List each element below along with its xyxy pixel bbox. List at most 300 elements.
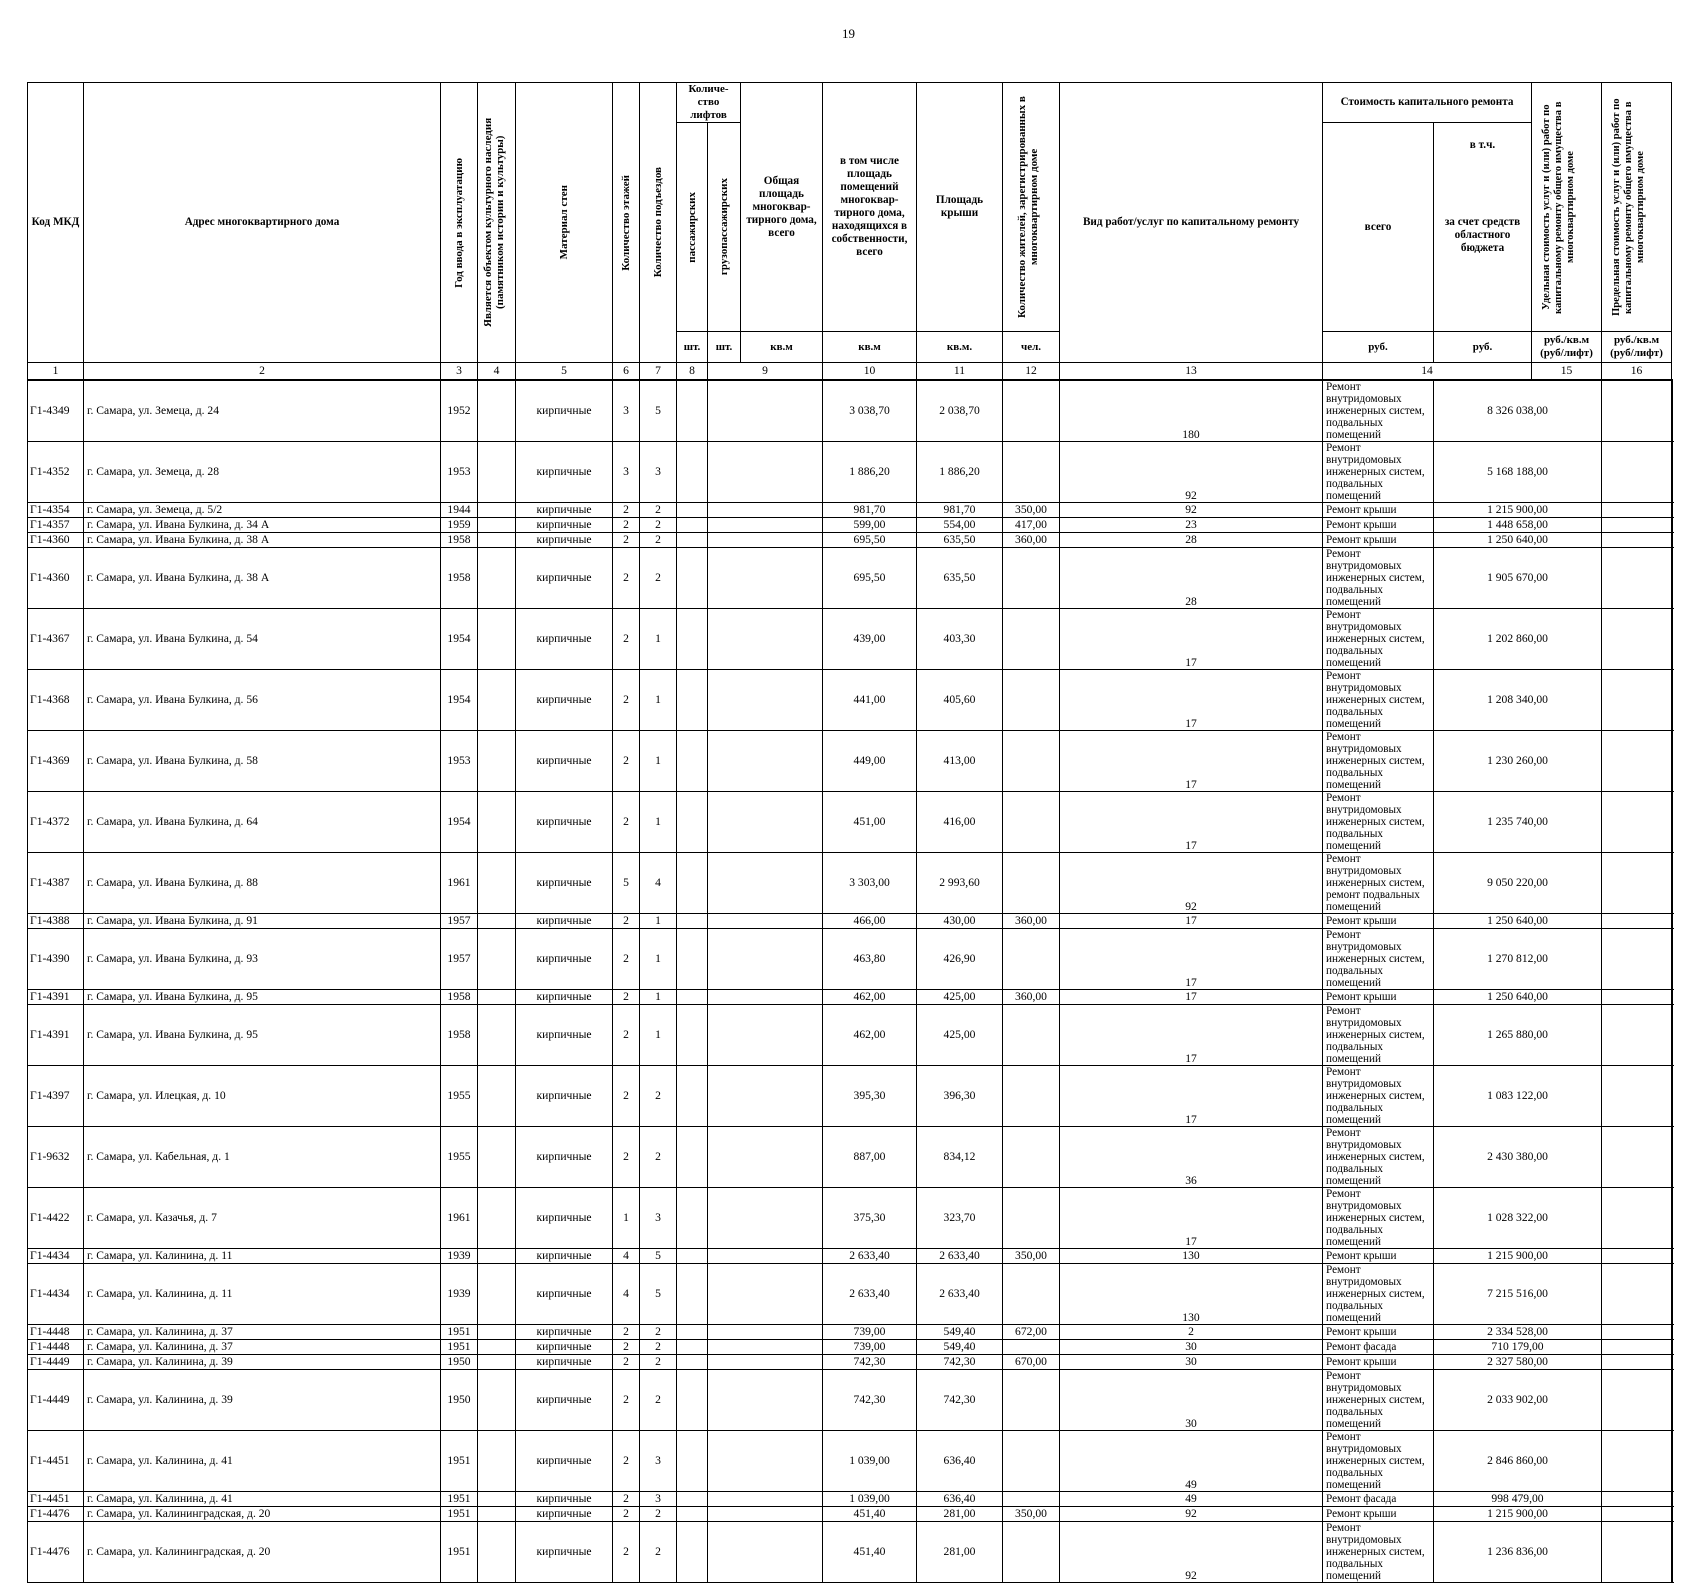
table-row xyxy=(28,1127,1673,1188)
cell-cost-regional xyxy=(1602,1492,1672,1507)
cell-work-type: Ремонт внутридомовых инженерных систем, подвальных помещений xyxy=(1323,1522,1434,1583)
cell-cost-regional xyxy=(1602,518,1672,533)
cell-wall: кирпичные xyxy=(516,1066,613,1127)
cell-work-type: Ремонт внутридомовых инженерных систем, ремонт подвальных помещений xyxy=(1323,853,1434,914)
cell-lifts-freight xyxy=(708,1005,823,1066)
cell-work-type: Ремонт внутридомовых инженерных систем, подвальных помещений xyxy=(1323,929,1434,990)
cell-floors: 4 xyxy=(613,1249,640,1264)
header-address: Адрес многоквартирного дома xyxy=(84,83,441,363)
cell-lifts-passenger xyxy=(677,1325,708,1340)
cell-cost-regional xyxy=(1602,609,1672,670)
cell-lifts-passenger xyxy=(677,1127,708,1188)
cell-lifts-passenger xyxy=(677,1066,708,1127)
cell-total-area: 462,00 xyxy=(823,1005,917,1066)
cell-code: Г1-4368 xyxy=(28,670,84,731)
cell-code: Г1-4372 xyxy=(28,792,84,853)
cell-entrances: 2 xyxy=(640,548,677,609)
cell-heritage xyxy=(478,442,516,503)
cell-work-type: Ремонт внутридомовых инженерных систем, подвальных помещений xyxy=(1323,1431,1434,1492)
cell-total-area: 3 038,70 xyxy=(823,380,917,442)
cell-address: г. Самара, ул. Калининградская, д. 20 xyxy=(84,1522,441,1583)
cell-entrances: 1 xyxy=(640,792,677,853)
cell-wall: кирпичные xyxy=(516,1340,613,1355)
cell-entrances: 5 xyxy=(640,1264,677,1325)
cell-cost-regional xyxy=(1602,1522,1672,1583)
cell-owned-area: 403,30 xyxy=(917,609,1003,670)
cell-total-area: 451,40 xyxy=(823,1507,917,1522)
cell-floors: 2 xyxy=(613,1355,640,1370)
cell-code: Г1-4367 xyxy=(28,609,84,670)
col-num: 10 xyxy=(823,363,917,381)
cell-max-cost xyxy=(1672,1127,1673,1188)
cell-residents: 92 xyxy=(1060,1507,1323,1522)
cell-floors: 2 xyxy=(613,533,640,548)
cell-residents: 17 xyxy=(1060,914,1323,929)
cell-cost-total: 1 235 740,00 xyxy=(1434,792,1602,853)
cell-cost-total: 1 905 670,00 xyxy=(1434,548,1602,609)
cell-entrances: 3 xyxy=(640,1492,677,1507)
cell-lifts-passenger xyxy=(677,518,708,533)
cell-heritage xyxy=(478,792,516,853)
cell-code: Г1-4349 xyxy=(28,380,84,442)
cell-work-type: Ремонт внутридомовых инженерных систем, подвальных помещений xyxy=(1323,670,1434,731)
cell-lifts-freight xyxy=(708,1492,823,1507)
cell-residents: 49 xyxy=(1060,1431,1323,1492)
col-num: 4 xyxy=(478,363,516,381)
cell-wall: кирпичные xyxy=(516,548,613,609)
cell-floors: 2 xyxy=(613,990,640,1005)
cell-heritage xyxy=(478,1005,516,1066)
table-row xyxy=(28,1188,1673,1249)
cell-max-cost xyxy=(1672,1431,1673,1492)
cell-code: Г1-4434 xyxy=(28,1264,84,1325)
cell-heritage xyxy=(478,1522,516,1583)
cell-cost-total: 1 215 900,00 xyxy=(1434,1249,1602,1264)
cell-entrances: 2 xyxy=(640,1522,677,1583)
cell-cost-regional xyxy=(1602,442,1672,503)
cell-address: г. Самара, ул. Ивана Булкина, д. 38 А xyxy=(84,533,441,548)
cell-roof-area xyxy=(1003,1188,1060,1249)
cell-wall: кирпичные xyxy=(516,929,613,990)
unit-cost: руб. xyxy=(1323,332,1434,363)
cell-heritage xyxy=(478,1325,516,1340)
header-residents: Количество жителей, зарегистрированных в многоквартирном доме xyxy=(1003,83,1060,332)
col-num: 8 xyxy=(677,363,708,381)
header-lifts: Количе-ство лифтов xyxy=(677,83,741,123)
unit-lifts-f: шт. xyxy=(708,332,741,363)
cell-roof-area xyxy=(1003,731,1060,792)
col-num: 1 xyxy=(28,363,84,381)
cell-cost-total: 1 202 860,00 xyxy=(1434,609,1602,670)
header-cost-regional xyxy=(1434,123,1532,332)
cell-code: Г1-4360 xyxy=(28,548,84,609)
cell-cost-regional xyxy=(1602,1325,1672,1340)
cell-code: Г1-4369 xyxy=(28,731,84,792)
cell-heritage xyxy=(478,380,516,442)
cell-floors: 2 xyxy=(613,670,640,731)
cell-lifts-freight xyxy=(708,1340,823,1355)
cell-heritage xyxy=(478,853,516,914)
cell-max-cost xyxy=(1672,1066,1673,1127)
cell-total-area: 695,50 xyxy=(823,533,917,548)
cell-lifts-passenger xyxy=(677,1355,708,1370)
cell-entrances: 2 xyxy=(640,1340,677,1355)
cell-lifts-freight xyxy=(708,518,823,533)
cell-cost-total: 1 083 122,00 xyxy=(1434,1066,1602,1127)
cell-total-area: 3 303,00 xyxy=(823,853,917,914)
header-max-cost: Предельная стоимость услуг и (или) работ по капитальному ремонту общего имущества в многоквартирном доме xyxy=(1602,83,1672,332)
cell-cost-total: 2 033 902,00 xyxy=(1434,1370,1602,1431)
cell-year: 1950 xyxy=(441,1370,478,1431)
cell-max-cost xyxy=(1672,1492,1673,1507)
cell-floors: 2 xyxy=(613,1066,640,1127)
cell-code: Г1-4354 xyxy=(28,503,84,518)
cell-residents: 30 xyxy=(1060,1340,1323,1355)
cell-address: г. Самара, ул. Калинина, д. 41 xyxy=(84,1431,441,1492)
cell-code: Г1-4448 xyxy=(28,1325,84,1340)
cell-heritage xyxy=(478,503,516,518)
cell-address: г. Самара, ул. Калинина, д. 39 xyxy=(84,1370,441,1431)
header-work-type: Вид работ/услуг по капитальному ремонту xyxy=(1060,83,1323,363)
unit-residents: чел. xyxy=(1003,332,1060,363)
cell-wall: кирпичные xyxy=(516,914,613,929)
cell-code: Г1-4391 xyxy=(28,990,84,1005)
cell-residents: 92 xyxy=(1060,442,1323,503)
cell-entrances: 1 xyxy=(640,609,677,670)
header-cost-regional-label: за счет средств областного бюджета xyxy=(1437,216,1528,255)
cell-total-area: 981,70 xyxy=(823,503,917,518)
cell-roof-area xyxy=(1003,1066,1060,1127)
cell-address: г. Самара, ул. Казачья, д. 7 xyxy=(84,1188,441,1249)
cell-lifts-freight xyxy=(708,1325,823,1340)
cell-cost-total: 5 168 188,00 xyxy=(1434,442,1602,503)
cell-residents: 17 xyxy=(1060,731,1323,792)
cell-owned-area: 416,00 xyxy=(917,792,1003,853)
cell-roof-area xyxy=(1003,1340,1060,1355)
cell-max-cost xyxy=(1672,380,1673,442)
unit-owned: кв.м xyxy=(823,332,917,363)
cell-entrances: 4 xyxy=(640,853,677,914)
cell-floors: 2 xyxy=(613,1431,640,1492)
table-row xyxy=(28,1340,1673,1355)
cell-floors: 2 xyxy=(613,1127,640,1188)
cell-work-type: Ремонт крыши xyxy=(1323,1507,1434,1522)
unit-lifts-p: шт. xyxy=(677,332,708,363)
cell-total-area: 375,30 xyxy=(823,1188,917,1249)
cell-lifts-passenger xyxy=(677,990,708,1005)
cell-lifts-freight xyxy=(708,1431,823,1492)
cell-wall: кирпичные xyxy=(516,1249,613,1264)
cell-max-cost xyxy=(1672,853,1673,914)
cell-work-type: Ремонт фасада xyxy=(1323,1492,1434,1507)
cell-work-type: Ремонт внутридомовых инженерных систем, подвальных помещений xyxy=(1323,731,1434,792)
cell-residents: 130 xyxy=(1060,1264,1323,1325)
cell-entrances: 1 xyxy=(640,990,677,1005)
cell-owned-area: 430,00 xyxy=(917,914,1003,929)
cell-max-cost xyxy=(1672,1264,1673,1325)
table-row xyxy=(28,1492,1673,1507)
cell-work-type: Ремонт внутридомовых инженерных систем, подвальных помещений xyxy=(1323,609,1434,670)
table-row xyxy=(28,1370,1673,1431)
cell-cost-regional xyxy=(1602,1066,1672,1127)
cell-entrances: 2 xyxy=(640,1066,677,1127)
cell-roof-area xyxy=(1003,1264,1060,1325)
cell-floors: 3 xyxy=(613,380,640,442)
table-row xyxy=(28,914,1673,929)
cell-roof-area xyxy=(1003,548,1060,609)
cell-cost-regional xyxy=(1602,1249,1672,1264)
table-row xyxy=(28,442,1673,503)
table-row xyxy=(28,1431,1673,1492)
cell-lifts-freight xyxy=(708,1066,823,1127)
header-roof-area: Площадь крыши xyxy=(917,83,1003,332)
table-row xyxy=(28,792,1673,853)
cell-address: г. Самара, ул. Ивана Булкина, д. 56 xyxy=(84,670,441,731)
cell-total-area: 451,40 xyxy=(823,1522,917,1583)
cell-cost-regional xyxy=(1602,1370,1672,1431)
table-row xyxy=(28,1005,1673,1066)
cell-entrances: 2 xyxy=(640,1325,677,1340)
table-row xyxy=(28,1264,1673,1325)
cell-roof-area xyxy=(1003,609,1060,670)
cell-year: 1959 xyxy=(441,518,478,533)
cell-residents: 180 xyxy=(1060,380,1323,442)
cell-year: 1958 xyxy=(441,548,478,609)
col-num: 13 xyxy=(1060,363,1323,381)
cell-heritage xyxy=(478,1370,516,1431)
header-code: Код МКД xyxy=(28,83,84,363)
cell-lifts-passenger xyxy=(677,442,708,503)
col-num: 12 xyxy=(1003,363,1060,381)
cell-owned-area: 554,00 xyxy=(917,518,1003,533)
cell-cost-total: 1 236 836,00 xyxy=(1434,1522,1602,1583)
cell-cost-regional xyxy=(1602,1507,1672,1522)
cell-code: Г1-4387 xyxy=(28,853,84,914)
cell-cost-total: 1 208 340,00 xyxy=(1434,670,1602,731)
cell-address: г. Самара, ул. Ивана Булкина, д. 88 xyxy=(84,853,441,914)
cell-year: 1954 xyxy=(441,792,478,853)
cell-address: г. Самара, ул. Ивана Булкина, д. 95 xyxy=(84,990,441,1005)
cell-code: Г1-4449 xyxy=(28,1370,84,1431)
cell-wall: кирпичные xyxy=(516,533,613,548)
cell-address: г. Самара, ул. Калинина, д. 11 xyxy=(84,1249,441,1264)
cell-code: Г1-4451 xyxy=(28,1431,84,1492)
cell-heritage xyxy=(478,548,516,609)
header-heritage: Является объектом культурного наследия (памятником истории и культуры) xyxy=(478,83,516,363)
cell-cost-regional xyxy=(1602,1127,1672,1188)
header-entrances: Количество подъездов xyxy=(640,83,677,363)
cell-max-cost xyxy=(1672,1370,1673,1431)
table-row xyxy=(28,533,1673,548)
cell-code: Г1-4357 xyxy=(28,518,84,533)
cell-roof-area: 360,00 xyxy=(1003,914,1060,929)
cell-roof-area xyxy=(1003,442,1060,503)
cell-cost-total: 1 028 322,00 xyxy=(1434,1188,1602,1249)
cell-floors: 2 xyxy=(613,518,640,533)
cell-lifts-passenger xyxy=(677,1249,708,1264)
cell-lifts-passenger xyxy=(677,792,708,853)
cell-work-type: Ремонт внутридомовых инженерных систем, подвальных помещений xyxy=(1323,380,1434,442)
cell-roof-area: 360,00 xyxy=(1003,533,1060,548)
cell-work-type: Ремонт крыши xyxy=(1323,914,1434,929)
col-num: 2 xyxy=(84,363,441,381)
cell-owned-area: 425,00 xyxy=(917,1005,1003,1066)
cell-heritage xyxy=(478,1249,516,1264)
cell-address: г. Самара, ул. Ивана Булкина, д. 93 xyxy=(84,929,441,990)
cell-cost-total: 2 846 860,00 xyxy=(1434,1431,1602,1492)
cell-roof-area xyxy=(1003,1005,1060,1066)
cell-total-area: 695,50 xyxy=(823,548,917,609)
cell-heritage xyxy=(478,518,516,533)
column-numbers-row xyxy=(28,363,1673,381)
cell-owned-area: 396,30 xyxy=(917,1066,1003,1127)
cell-address: г. Самара, ул. Земеца, д. 24 xyxy=(84,380,441,442)
cell-wall: кирпичные xyxy=(516,731,613,792)
cell-lifts-passenger xyxy=(677,1370,708,1431)
cell-roof-area xyxy=(1003,1492,1060,1507)
cell-entrances: 2 xyxy=(640,1507,677,1522)
cell-roof-area: 672,00 xyxy=(1003,1325,1060,1340)
cell-owned-area: 636,40 xyxy=(917,1492,1003,1507)
table-row xyxy=(28,380,1673,442)
cell-max-cost xyxy=(1672,929,1673,990)
cell-cost-regional xyxy=(1602,380,1672,442)
header-floors: Количество этажей xyxy=(613,83,640,363)
cell-wall: кирпичные xyxy=(516,1325,613,1340)
cell-cost-total: 2 430 380,00 xyxy=(1434,1127,1602,1188)
header-total-area: Общая площадь многоквар-тирного дома, всего xyxy=(741,83,823,332)
cell-roof-area xyxy=(1003,1431,1060,1492)
cell-lifts-passenger xyxy=(677,533,708,548)
cell-residents: 23 xyxy=(1060,518,1323,533)
cell-code: Г1-4448 xyxy=(28,1340,84,1355)
cell-work-type: Ремонт внутридомовых инженерных систем, подвальных помещений xyxy=(1323,1005,1434,1066)
cell-work-type: Ремонт крыши xyxy=(1323,503,1434,518)
cell-max-cost xyxy=(1672,670,1673,731)
cell-owned-area: 281,00 xyxy=(917,1522,1003,1583)
header-unit-cost: Удельная стоимость услуг и (или) работ по капитальному ремонту общего имущества в многоквартирном доме xyxy=(1532,83,1602,332)
cell-entrances: 3 xyxy=(640,1431,677,1492)
cell-lifts-freight xyxy=(708,503,823,518)
cell-lifts-freight xyxy=(708,731,823,792)
table-row xyxy=(28,1066,1673,1127)
cell-cost-total: 1 250 640,00 xyxy=(1434,533,1602,548)
cell-cost-total: 2 327 580,00 xyxy=(1434,1355,1602,1370)
table-row xyxy=(28,670,1673,731)
cell-heritage xyxy=(478,1507,516,1522)
cell-lifts-freight xyxy=(708,1370,823,1431)
table-row xyxy=(28,731,1673,792)
cell-heritage xyxy=(478,1066,516,1127)
cell-cost-total: 1 270 812,00 xyxy=(1434,929,1602,990)
cell-year: 1951 xyxy=(441,1507,478,1522)
cell-total-area: 1 886,20 xyxy=(823,442,917,503)
cell-wall: кирпичные xyxy=(516,1127,613,1188)
cell-code: Г1-4422 xyxy=(28,1188,84,1249)
cell-total-area: 441,00 xyxy=(823,670,917,731)
cell-wall: кирпичные xyxy=(516,503,613,518)
cell-address: г. Самара, ул. Ивана Булкина, д. 58 xyxy=(84,731,441,792)
cell-total-area: 742,30 xyxy=(823,1370,917,1431)
cell-address: г. Самара, ул. Земеца, д. 28 xyxy=(84,442,441,503)
cell-residents: 17 xyxy=(1060,792,1323,853)
cell-owned-area: 1 886,20 xyxy=(917,442,1003,503)
unit-max-cost: руб./кв.м (руб/лифт) xyxy=(1602,332,1672,363)
cell-floors: 2 xyxy=(613,929,640,990)
cell-wall: кирпичные xyxy=(516,1355,613,1370)
cell-floors: 2 xyxy=(613,548,640,609)
cell-floors: 2 xyxy=(613,609,640,670)
cell-address: г. Самара, ул. Калининградская, д. 20 xyxy=(84,1507,441,1522)
cell-lifts-passenger xyxy=(677,914,708,929)
cell-address: г. Самара, ул. Кабельная, д. 1 xyxy=(84,1127,441,1188)
table-row xyxy=(28,1249,1673,1264)
cell-residents: 30 xyxy=(1060,1370,1323,1431)
header-cost-total: всего xyxy=(1323,123,1434,332)
cell-lifts-passenger xyxy=(677,1522,708,1583)
cell-floors: 2 xyxy=(613,1492,640,1507)
cell-code: Г1-4352 xyxy=(28,442,84,503)
cell-entrances: 2 xyxy=(640,1355,677,1370)
cell-total-area: 739,00 xyxy=(823,1325,917,1340)
cell-max-cost xyxy=(1672,518,1673,533)
cell-lifts-freight xyxy=(708,670,823,731)
cell-year: 1953 xyxy=(441,442,478,503)
cell-wall: кирпичные xyxy=(516,442,613,503)
cell-entrances: 5 xyxy=(640,1249,677,1264)
cell-entrances: 1 xyxy=(640,929,677,990)
cell-entrances: 1 xyxy=(640,731,677,792)
cell-lifts-freight xyxy=(708,853,823,914)
cell-wall: кирпичные xyxy=(516,853,613,914)
cell-residents: 17 xyxy=(1060,990,1323,1005)
cell-year: 1955 xyxy=(441,1127,478,1188)
cell-max-cost xyxy=(1672,1340,1673,1355)
table-row xyxy=(28,929,1673,990)
cell-max-cost xyxy=(1672,990,1673,1005)
cell-max-cost xyxy=(1672,914,1673,929)
cell-total-area: 2 633,40 xyxy=(823,1249,917,1264)
cell-cost-regional xyxy=(1602,792,1672,853)
cell-year: 1961 xyxy=(441,1188,478,1249)
table-row xyxy=(28,990,1673,1005)
cell-address: г. Самара, ул. Ивана Булкина, д. 54 xyxy=(84,609,441,670)
cell-heritage xyxy=(478,670,516,731)
cell-max-cost xyxy=(1672,731,1673,792)
cell-address: г. Самара, ул. Ивана Булкина, д. 38 А xyxy=(84,548,441,609)
cell-roof-area xyxy=(1003,670,1060,731)
cell-total-area: 395,30 xyxy=(823,1066,917,1127)
cell-heritage xyxy=(478,731,516,792)
cell-roof-area: 417,00 xyxy=(1003,518,1060,533)
cell-entrances: 2 xyxy=(640,533,677,548)
cell-year: 1951 xyxy=(441,1492,478,1507)
cell-lifts-freight xyxy=(708,548,823,609)
cell-floors: 2 xyxy=(613,1522,640,1583)
cell-work-type: Ремонт внутридомовых инженерных систем, подвальных помещений xyxy=(1323,442,1434,503)
cell-address: г. Самара, ул. Ивана Булкина, д. 34 А xyxy=(84,518,441,533)
header-cost-incl: в т.ч. xyxy=(1437,139,1528,152)
cell-work-type: Ремонт внутридомовых инженерных систем, подвальных помещений xyxy=(1323,548,1434,609)
cell-total-area: 742,30 xyxy=(823,1355,917,1370)
cell-lifts-passenger xyxy=(677,1264,708,1325)
cell-year: 1952 xyxy=(441,380,478,442)
cell-work-type: Ремонт крыши xyxy=(1323,1249,1434,1264)
cell-year: 1944 xyxy=(441,503,478,518)
cell-owned-area: 323,70 xyxy=(917,1188,1003,1249)
unit-unit-cost: руб./кв.м (руб/лифт) xyxy=(1532,332,1602,363)
cell-residents: 17 xyxy=(1060,1005,1323,1066)
